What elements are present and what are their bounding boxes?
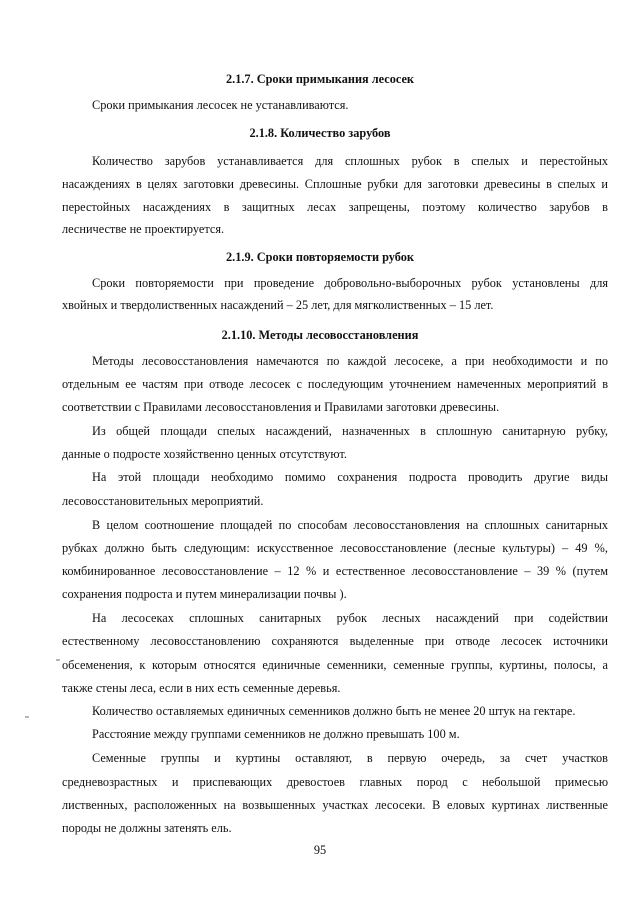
paragraph-line: лесничестве не проектируется. <box>62 222 225 236</box>
section-heading-2-1-8: 2.1.8. Количество зарубов <box>249 126 391 140</box>
paragraph-line: средневозрастных и приспевающих древостоев главных пород с небольшой примесью <box>62 775 608 789</box>
paragraph-line: также стены леса, если в них есть семенные деревья. <box>62 681 341 695</box>
scan-mark <box>56 659 60 661</box>
paragraph-line: Сроки повторяемости при проведение добровольно-выборочных рубок установлены для <box>92 276 608 290</box>
paragraph-line: Количество зарубов устанавливается для сплошных рубок в спелых и перестойных <box>92 154 608 168</box>
paragraph-line: перестойных насаждениях в защитных лесах запрещены, поэтому количество зарубов в <box>62 200 608 214</box>
paragraph-line: сохранения подроста и путем минерализации почвы ). <box>62 587 347 601</box>
section-heading-2-1-10: 2.1.10. Методы лесовосстановления <box>221 328 419 342</box>
section-heading-2-1-7: 2.1.7. Сроки примыкания лесосек <box>225 72 415 86</box>
paragraph-line: хвойных и твердолиственных насаждений – 25 лет, для мягколиственных – 15 лет. <box>62 298 494 312</box>
paragraph-line: В целом соотношение площадей по способам лесовосстановления на сплошных санитарных <box>92 518 608 532</box>
paragraph-line: насаждениях в целях заготовки древесины. Сплошные рубки для заготовки древесины в спелых и <box>62 177 608 191</box>
paragraph-line: На этой площади необходимо помимо сохранения подроста проводить другие виды <box>92 470 608 484</box>
paragraph-line: соответствии с Правилами лесовосстановления и Правилами заготовки древесины. <box>62 400 500 414</box>
paragraph-line: лесовосстановительных мероприятий. <box>62 494 264 508</box>
paragraph-line: естественному лесовосстановлению сохраняются выделенные при отводе лесосек источники <box>62 634 608 648</box>
paragraph-line: Семенные группы и куртины оставляют, в первую очередь, за счет участков <box>92 751 608 765</box>
paragraph-line: Расстояние между группами семенников не должно превышать 100 м. <box>92 727 460 741</box>
scan-mark <box>25 716 29 718</box>
paragraph-line: породы не должны затенять ель. <box>62 821 232 835</box>
page-number: 95 <box>313 843 327 857</box>
paragraph-line: лиственных, расположенных на возвышенных участках лесосеки. В еловых куртинах лиственные <box>62 798 608 812</box>
paragraph-line: рубках должно быть следующим: искусственное лесовосстановление (лесные культуры) – 49 %, <box>62 541 608 555</box>
paragraph-line: Количество оставляемых единичных семенников должно быть не менее 20 штук на гектаре. <box>92 704 576 718</box>
paragraph-line: данные о подросте хозяйственно ценных отсутствуют. <box>62 447 347 461</box>
paragraph-line: Методы лесовосстановления намечаются по каждой лесосеке, а при необходимости и по <box>92 354 608 368</box>
section-heading-2-1-9: 2.1.9. Сроки повторяемости рубок <box>226 250 414 264</box>
paragraph-line: комбинированное лесовосстановление – 12 % и естественное лесовосстановление – 39 % (путем <box>62 564 608 578</box>
paragraph-line: отдельным ее частям при отводе лесосек с последующим уточнением намеченных мероприятий в <box>62 377 608 391</box>
paragraph-line: На лесосеках сплошных санитарных рубок лесных насаждений при содействии <box>92 611 608 625</box>
paragraph-line: Из общей площади спелых насаждений, назначенных в сплошную санитарную рубку, <box>92 424 608 438</box>
paragraph-line: Сроки примыкания лесосек не устанавливаются. <box>92 98 349 112</box>
paragraph-line: обсеменения, к которым относятся единичные семенники, семенные группы, куртины, полосы, а <box>62 658 608 672</box>
